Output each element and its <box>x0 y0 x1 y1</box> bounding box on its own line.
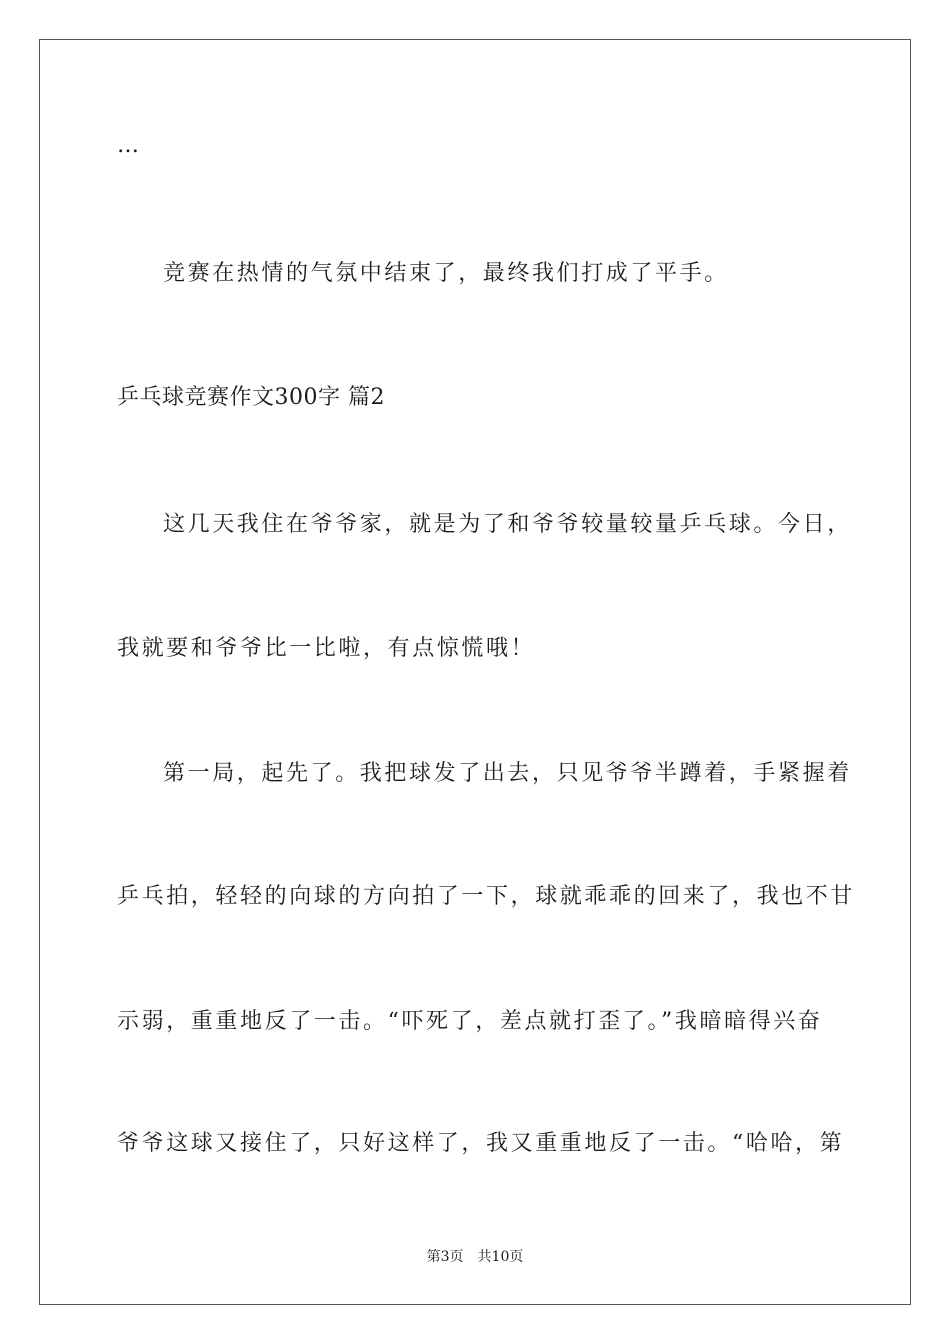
paragraph-line: 爷爷这球又接住了，只好这样了，我又重重地反了一击。“哈哈，第 <box>117 1131 845 1156</box>
paragraph-line: 我就要和爷爷比一比啦，有点惊慌哦！ <box>117 636 536 661</box>
ellipsis-line: … <box>117 133 140 158</box>
page-footer <box>0 1247 950 1267</box>
paragraph-line: 第一局，起先了。我把球发了出去，只见爷爷半蹲着，手紧握着 <box>163 761 852 786</box>
section-heading: 乒乓球竞赛作文300字 篇2 <box>117 385 385 410</box>
paragraph-line: 这几天我住在爷爷家，就是为了和爷爷较量较量乒乓球。今日， <box>163 512 852 537</box>
paragraph-line: 乒乓拍，轻轻的向球的方向拍了一下，球就乖乖的回来了，我也不甘 <box>117 884 856 909</box>
paragraph-line: 竞赛在热情的气氛中结束了，最终我们打成了平手。 <box>163 261 729 286</box>
paragraph-line: 示弱，重重地反了一击。“吓死了，差点就打歪了。”我暗暗得兴奋 <box>117 1009 823 1034</box>
page-number-total: 共10页 <box>477 1249 524 1265</box>
page-number-current: 第3页 <box>426 1249 464 1265</box>
page-border <box>39 39 911 1305</box>
